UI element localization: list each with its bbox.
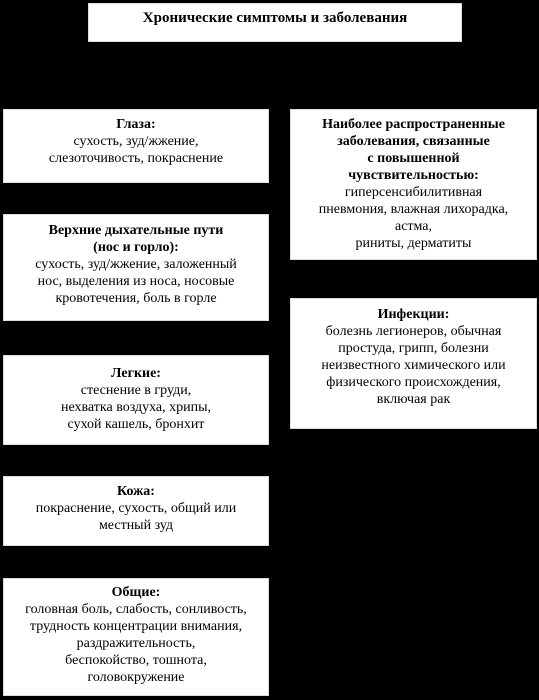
infections-line-4: физического происхождения, (326, 375, 501, 390)
diagram-title (88, 3, 462, 42)
lungs-line-3: сухой кашель, бронхит (67, 417, 205, 432)
general-line-2: трудность концентрации внимания, (29, 619, 243, 634)
general-heading: Общие: (111, 585, 161, 600)
skin-heading: Кожа: (117, 484, 155, 499)
upper-respiratory-line-2: нос, выделения из носа, носовые (37, 274, 235, 289)
common-diseases-line-3: астма, (394, 219, 433, 234)
upper-respiratory-line-3: кровотечения, боль в горле (55, 291, 217, 306)
general-box (3, 578, 269, 696)
lungs-line-1: стеснение в груди, (80, 383, 192, 398)
common-diseases-line-1: гиперсенсибилитивная (344, 185, 483, 200)
lungs-heading: Легкие: (111, 366, 161, 381)
upper-respiratory-box (3, 214, 269, 321)
eyes-heading: Глаза: (116, 117, 156, 132)
common-diseases-box (290, 109, 537, 260)
lungs-box (3, 355, 269, 445)
infections-line-3: неизвестного химического или (321, 358, 506, 373)
infections-line-1: болезнь легионеров, обычная (325, 324, 502, 339)
lungs-line-2: нехватка воздуха, хрипы, (60, 400, 212, 415)
skin-line-1: покраснение, сухость, общий или (35, 501, 237, 516)
eyes-line-1: сухость, зуд/жжение, (73, 134, 199, 149)
eyes-line-2: слезоточивость, покраснение (48, 151, 224, 166)
infections-heading: Инфекции: (377, 307, 450, 322)
skin-line-2: местный зуд (98, 518, 174, 533)
general-line-4: беспокойство, тошнота, (65, 653, 207, 668)
common-diseases-heading-2: заболевания, связанные (337, 134, 490, 149)
skin-box (3, 476, 269, 546)
infections-box (290, 298, 537, 429)
general-line-3: раздражительность, (76, 636, 196, 651)
common-diseases-line-2: пневмония, влажная лихорадка, (318, 202, 509, 217)
general-line-1: головная боль, слабость, сонливость, (25, 602, 247, 617)
general-line-5: головокружение (87, 670, 185, 685)
common-diseases-heading-4: чувствительностью: (348, 168, 479, 183)
infections-line-5: включая рак (376, 392, 451, 407)
common-diseases-line-4: риниты, дерматиты (355, 236, 472, 251)
upper-respiratory-heading-2: (нос и горло): (93, 240, 179, 255)
common-diseases-heading-1: Наиболее распространенные (322, 117, 505, 132)
infections-line-2: простуда, грипп, болезни (338, 341, 489, 356)
common-diseases-heading-3: с повышенной (367, 151, 460, 166)
eyes-box (3, 109, 269, 183)
title-text: Хронические симптомы и заболевания (142, 10, 408, 26)
upper-respiratory-heading-1: Верхние дыхательные пути (48, 223, 224, 238)
upper-respiratory-line-1: сухость, зуд/жжение, заложенный (35, 257, 237, 272)
